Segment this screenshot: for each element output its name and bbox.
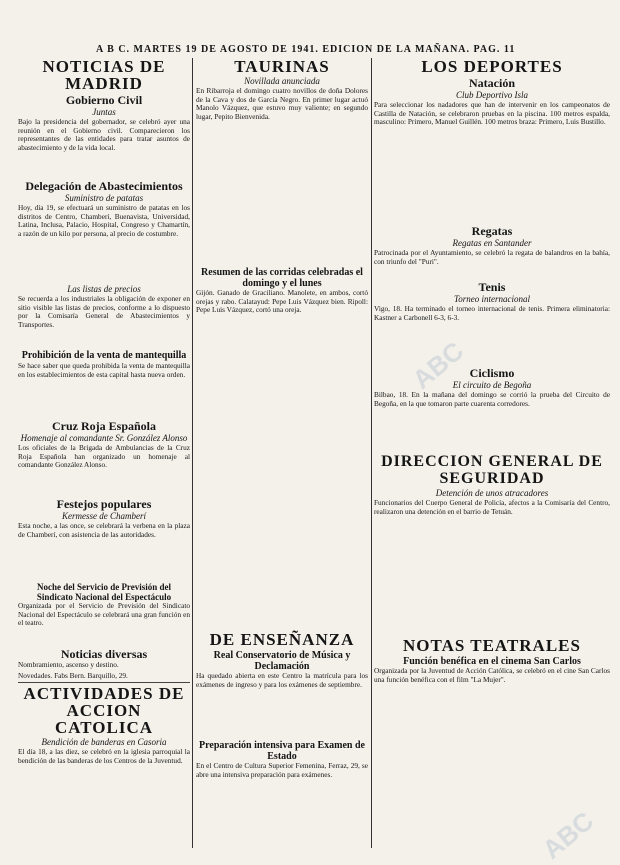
- subheading-accion: Bendición de banderas en Casoria: [41, 737, 167, 748]
- heading-prohibicion: Prohibición de la venta de mantequilla: [21, 350, 187, 361]
- subheading-gobierno: Juntas: [92, 107, 116, 117]
- heading-regatas: Regatas: [471, 224, 513, 238]
- article-listas: Se recuerda a los industriales la obligación de exponer en sitio visible las listas de precios, conforme a lo dispuesto por la Comisaría General de Abastecimientos y Transportes.: [18, 295, 190, 329]
- article-preparacion: En el Centro de Cultura Superior Femenina, Ferraz, 29, se abre una intensiva preparación para exámenes.: [196, 762, 368, 779]
- subheading-listas: Las listas de precios: [67, 284, 141, 294]
- article-accion: El día 18, a las diez, se celebró en la iglesia parroquial la bendición de las banderas de los Centros de la Juventud.: [18, 748, 190, 765]
- article-resumen: Gijón. Ganado de Graciliano. Manolete, en ambos, cortó orejas y rabo. Calatayud: Pepe Luis Vázquez bien. Ripoll: Pepe Luis Vázquez, cortó una oreja.: [196, 289, 368, 315]
- heading-ciclismo: Ciclismo: [469, 366, 515, 380]
- subheading-natacion: Club Deportivo Isla: [456, 90, 528, 100]
- heading-festejos: Festejos populares: [56, 497, 152, 511]
- article-cruz-roja: Los oficiales de la Brigada de Ambulancias de la Cruz Roja Española han organizado un homenaje al comandante González Alonso.: [18, 444, 190, 470]
- subheading-festejos: Kermesse de Chamberí: [62, 511, 146, 521]
- subheading-delegacion: Suministro de patatas: [64, 193, 144, 203]
- heading-funcion: Función benéfica en el cinema San Carlos: [403, 656, 581, 667]
- heading-delegacion: Delegación de Abastecimientos: [25, 179, 183, 193]
- article-tenis: Vigo, 18. Ha terminado el torneo internacional de tenis. Primera eliminatoria: Kastner a Carbonell 6-3, 6-3.: [374, 305, 610, 322]
- article-seguridad: Funcionarios del Cuerpo General de Policía, afectos a la Comisaría del Centro, realizaron una detención en el barrio de Tetuán.: [374, 499, 610, 516]
- article-noche: Organizada por el Servicio de Previsión del Sindicato Nacional del Espectáculo se celebrará una gran función en el teatro.: [18, 602, 190, 628]
- section-title-madrid: NOTICIAS DE MADRID: [42, 57, 166, 93]
- watermark-abc: ABC: [536, 805, 600, 865]
- subheading-seguridad: Detención de unos atracadores: [435, 488, 549, 498]
- section-title-accion: ACTIVIDADES DE ACCION CATOLICA: [23, 684, 185, 738]
- divider: [18, 682, 190, 683]
- column-rule-2: [371, 58, 372, 848]
- article-prohibicion: Se hace saber que queda prohibida la venta de mantequilla en los establecimientos de esta capital hasta nueva orden.: [18, 362, 190, 379]
- column-rule-1: [192, 58, 193, 848]
- article-novillada: En Ribarroja el domingo cuatro novillos de doña Dolores de la Cava y dos de García Negro. En primer lugar actuó Manolo Vázquez, que estuvo muy valiente; en segundo lugar, Pepito Bienvenida.: [196, 87, 368, 121]
- heading-tenis: Tenis: [478, 280, 506, 294]
- subheading-regatas: Regatas en Santander: [452, 238, 532, 248]
- subheading-tenis: Torneo internacional: [454, 294, 530, 304]
- column-madrid: [18, 56, 190, 800]
- heading-natacion: Natación: [469, 76, 515, 90]
- heading-noticias: Noticias diversas: [60, 647, 148, 661]
- subheading-cruz-roja: Homenaje al comandante Sr. González Alonso: [20, 433, 188, 443]
- article-regatas: Patrocinada por el Ayuntamiento, se celebró la regata de balandros en la bahía, con triunfo del "Puri".: [374, 249, 610, 266]
- article-ciclismo: Bilbao, 18. En la mañana del domingo se corrió la prueba del Circuito de Begoña, en la que tomaron parte cuarenta corredores.: [374, 391, 610, 408]
- column-taurinas: [196, 56, 368, 824]
- article-gobierno: Bajo la presidencia del gobernador, se celebró ayer una reunión en el Gobierno civil. Comparecieron los representantes de las entidades para tratar asuntos de abastecimiento y de la vida local.: [18, 118, 190, 152]
- article-delegacion: Hoy, día 19, se efectuará un suministro de patatas en los distritos de Centro, Chamberí, Buenavista, Universidad, Latina, Inclusa, Palacio, Hospital, Congreso y Chamartín, a razón de un kilo por persona, al precio de costumbre.: [18, 204, 190, 238]
- heading-gobierno: Gobierno Civil: [65, 93, 143, 107]
- article-noticias: Nombramiento, ascenso y destino.: [18, 660, 119, 669]
- subheading-novillada: Novillada anunciada: [244, 76, 320, 86]
- heading-cruz-roja: Cruz Roja Española: [51, 419, 156, 433]
- subheading-ciclismo: El circuito de Begoña: [452, 380, 532, 390]
- section-title-seguridad: DIRECCION GENERAL DE SEGURIDAD: [381, 453, 603, 487]
- section-title-ensenanza: DE ENSEÑANZA: [209, 630, 355, 649]
- article-conservatorio: Ha quedado abierta en este Centro la matrícula para los exámenes de ingreso y para los exámenes de septiembre.: [196, 672, 368, 689]
- section-title-deportes: LOS DEPORTES: [421, 57, 563, 76]
- section-title-teatrales: NOTAS TEATRALES: [403, 636, 581, 655]
- article-festejos: Esta noche, a las once, se celebrará la verbena en la plaza de Chamberí, con asistencia de las autoridades.: [18, 522, 190, 539]
- heading-resumen: Resumen de las corridas celebradas el domingo y el lunes: [201, 267, 363, 289]
- watermark-abc: ABC: [406, 335, 470, 395]
- article-noticias-2: Novedades. Fabs Bern. Barquillo, 29.: [18, 670, 128, 680]
- article-funcion: Organizada por la Juventud de Acción Católica, se celebró en el cine San Carlos una función benéfica con el film "La Mujer".: [374, 667, 610, 684]
- article-natacion: Para seleccionar los nadadores que han de intervenir en los campeonatos de Castilla de Natación, se celebraron pruebas en la piscina. 100 metros espalda, masculino: Primero, Manuel Guillén. 100 metros braza: Primero, Luis Bustillo.: [374, 101, 610, 127]
- section-title-taurinas: TAURINAS: [234, 57, 330, 76]
- masthead: A B C. MARTES 19 DE AGOSTO DE 1941. EDICION DE LA MAÑANA. PAG. 11: [96, 44, 516, 55]
- column-deportes: [374, 56, 610, 819]
- heading-preparacion: Preparación intensiva para Examen de Estado: [199, 740, 365, 762]
- heading-conservatorio: Real Conservatorio de Música y Declamación: [213, 650, 351, 672]
- heading-noche: Noche del Servicio de Previsión del Sindicato Nacional del Espectáculo: [36, 582, 172, 602]
